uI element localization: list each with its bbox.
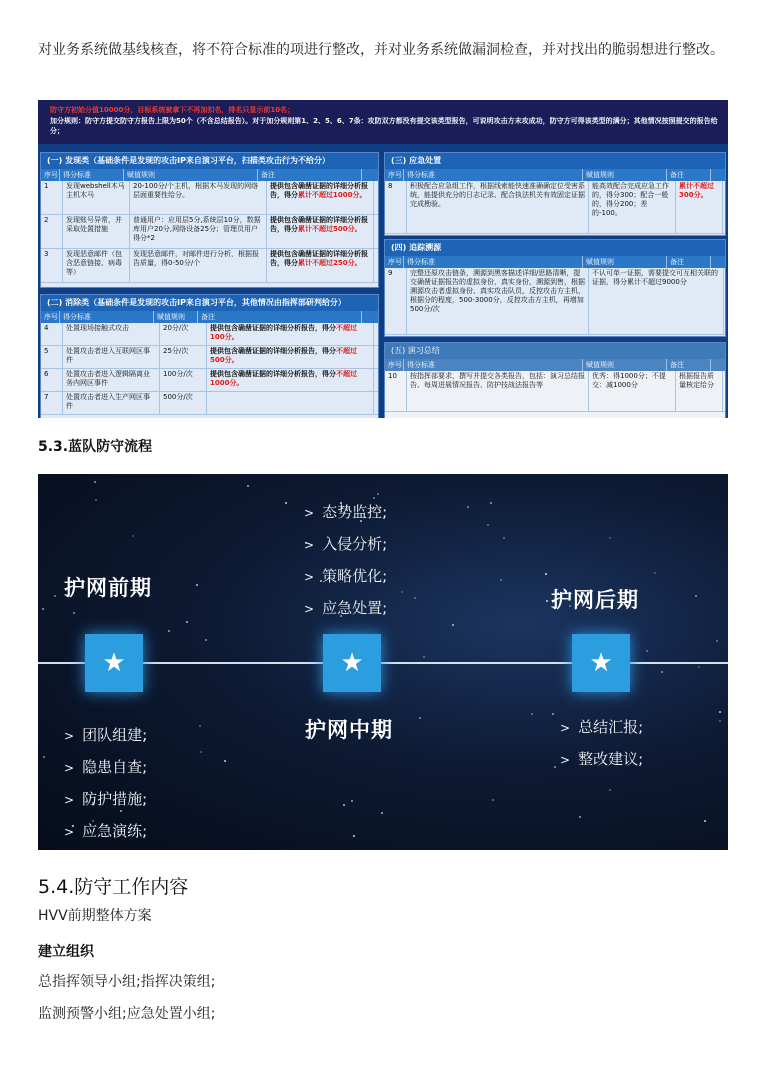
row-criteria: 发现webshell木马主机木马 (63, 181, 130, 214)
star-dot (695, 595, 697, 597)
star-dot (54, 595, 56, 597)
chevron-right-icon: > (64, 729, 75, 743)
phase-box-early (85, 634, 143, 692)
col-header: 得分标准 (60, 169, 124, 181)
star-dot (401, 591, 403, 593)
row-rule: 20分/次 (160, 323, 207, 345)
star-dot (205, 639, 207, 641)
star-dot (73, 612, 75, 614)
table-row (41, 346, 378, 369)
table-row (41, 323, 378, 346)
panel-title: (一) 发现类（基础条件是发现的攻击IP来自演习平台，扫描类攻击行为不给分） (41, 153, 378, 169)
late-phase-list (560, 712, 643, 776)
chevron-right-icon: > (304, 602, 315, 616)
panel-tracing (384, 239, 726, 337)
list-item (304, 497, 387, 529)
row-no: 5 (41, 346, 63, 368)
list-item-text: 总结汇报; (578, 718, 644, 736)
panel-columns (41, 169, 378, 181)
col-header: 备注 (258, 169, 362, 181)
phase-box-late (572, 634, 630, 692)
row-no: 1 (41, 181, 63, 214)
panel-columns (385, 169, 725, 181)
star-dot (503, 537, 505, 539)
row-criteria: 按指挥部要求，撰写并提交各类报告，包括：演习总结报告、每周进展情况报告、防护技战法报告等 (407, 371, 589, 411)
table-row (41, 369, 378, 392)
col-header: 备注 (667, 256, 711, 268)
list-item (64, 720, 147, 752)
row-note (267, 215, 374, 248)
note-red: 累计不超过250分。 (298, 259, 362, 267)
col-header: 备注 (667, 359, 711, 371)
row-criteria: 处置攻击者进入生产网区事件 (63, 392, 160, 414)
star-dot (500, 579, 502, 581)
table-row (385, 268, 725, 335)
star-dot (698, 666, 700, 668)
col-header: 序号 (385, 256, 404, 268)
list-item-text: 应急演练; (82, 822, 148, 840)
star-dot (224, 760, 226, 762)
star-dot (381, 812, 383, 814)
row-criteria: 处置现场接触式攻击 (63, 323, 160, 345)
note-text: 提供包含确凿证据的详细分析报告，得分 (270, 182, 368, 199)
star-dot (579, 816, 581, 818)
chevron-right-icon: > (304, 538, 315, 552)
panel-title: (三) 应急处置 (385, 153, 725, 169)
list-item-text: 应急处置; (322, 599, 388, 617)
star-icon: ★ (102, 648, 126, 678)
row-rule: 能高效配合完成应急工作的，得分300；配合一般的，得分200；差的-100。 (589, 181, 676, 233)
star-dot (247, 485, 249, 487)
mid-phase-list (304, 497, 387, 625)
star-dot (719, 720, 721, 722)
rule-line-1: 防守方初始分值10000分，目标系统被拿下不再加扣名，排名只显示前10名； (50, 106, 295, 114)
list-item (304, 529, 387, 561)
note-text: 提供包含确凿证据的详细分析报告，得分 (210, 370, 336, 378)
paragraph-org-2: 监测预警小组;应急处置小组; (38, 1006, 216, 1022)
row-criteria: 处置攻击者进入逻辑隔离业务内网区事件 (63, 369, 160, 391)
star-dot (419, 717, 421, 719)
row-no: 3 (41, 249, 63, 282)
row-note (207, 323, 374, 345)
row-no: 8 (385, 181, 407, 233)
phase-label-early: 护网前期 (64, 576, 152, 600)
row-rule: 100分/次 (160, 369, 207, 391)
list-item-text: 策略优化; (322, 567, 388, 585)
row-rule: 发现恶意邮件，对邮件进行分析，根据报告质量，得0-50分/个 (130, 249, 267, 282)
note-red: 不超过500分。 (210, 347, 357, 364)
star-dot (43, 756, 45, 758)
star-dot (199, 725, 201, 727)
list-item-text: 整改建议; (578, 750, 644, 768)
star-dot (186, 621, 188, 623)
list-item-text: 隐患自查; (82, 758, 148, 776)
star-dot (200, 751, 202, 753)
chevron-right-icon: > (560, 721, 571, 735)
star-dot (423, 656, 425, 658)
list-item-text: 入侵分析; (322, 535, 388, 553)
star-dot (531, 713, 533, 715)
row-no: 9 (385, 268, 407, 334)
note-red: 累计不超过500分。 (298, 225, 362, 233)
star-dot (654, 572, 656, 574)
section-heading-5-4: 5.4.防守工作内容 (38, 876, 189, 898)
panel-discovery (40, 152, 379, 288)
row-note (207, 346, 374, 368)
row-note: 根据报告质量核定给分 (676, 371, 723, 411)
note-red: 累计不超过300分。 (676, 181, 723, 233)
panel-elimination (40, 294, 379, 418)
row-rule: 不认可单一证据，需要提交可互相关联的证据，得分累计不超过9000分 (589, 268, 724, 334)
star-dot (554, 766, 556, 768)
star-dot (467, 506, 469, 508)
star-dot (452, 624, 454, 626)
row-no: 6 (41, 369, 63, 391)
star-dot (414, 597, 416, 599)
panel-title: (二) 消除类（基础条件是发现的攻击IP来自演习平台，其他情况由指挥部研判给分） (41, 295, 378, 311)
list-item (304, 593, 387, 625)
star-dot (704, 820, 706, 822)
row-note (267, 249, 374, 282)
phase-box-mid (323, 634, 381, 692)
row-no: 10 (385, 371, 407, 411)
rules-banner (38, 100, 728, 144)
row-criteria: 积极配合应急组工作，根据线索能快速准确确定位受害系统，能提供充分的日志记录、配合执法机关有效固定证据完成勘验。 (407, 181, 589, 233)
row-rule: 优秀：得1000分；不提交：减1000分 (589, 371, 676, 411)
list-item (560, 712, 643, 744)
star-dot (94, 481, 96, 483)
row-rule: 普通用户：应用层5分,系统层10分，数据库用户20分,网络设备25分；管理员用户得分*2 (130, 215, 267, 248)
col-header: 赋值规则 (583, 256, 667, 268)
list-item (64, 784, 147, 816)
phase-label-mid: 护网中期 (305, 718, 393, 742)
star-dot (196, 584, 198, 586)
rule-line-2: 加分规则：防守方提交防守方报告上限为50个（不含总结报告）。对于加分规则第1、2、5、6、7条：攻防双方都没有提交该类型报告，可说明攻击方未攻成功，防守方可得该类型的满分；其他情况按照提交的报告给分； (50, 117, 718, 135)
note-red: 不超过100分。 (210, 324, 357, 341)
row-criteria: 完整还原攻击链条，溯源到黑客描述详细/思路清晰，提交确凿证据报告的虚拟身份，真实身份，溯源到售，根据溯源攻击者虚拟身份、真实攻击队员，反控攻击方主机，根据分的程度，500-3000分，反控攻击方主机，再增加500分/次 (407, 268, 589, 334)
star-dot (552, 713, 554, 715)
star-dot (377, 493, 379, 495)
col-header: 得分标准 (404, 169, 583, 181)
star-dot (546, 600, 548, 602)
list-item (64, 816, 147, 848)
chevron-right-icon: > (64, 793, 75, 807)
star-icon: ★ (340, 648, 364, 678)
chevron-right-icon: > (64, 761, 75, 775)
star-icon: ★ (589, 648, 613, 678)
list-item (64, 752, 147, 784)
row-rule: 500分/次 (160, 392, 207, 414)
list-item-text: 防护措施; (82, 790, 148, 808)
row-criteria: 发现账号异常，并采取处置措施 (63, 215, 130, 248)
paragraph-org-1: 总指挥领导小组;指挥决策组; (38, 974, 216, 990)
col-header: 序号 (41, 311, 60, 323)
panel-title: (四) 追踪溯源 (385, 240, 725, 256)
chevron-right-icon: > (304, 506, 315, 520)
col-header: 得分标准 (404, 256, 583, 268)
star-dot (719, 711, 721, 713)
star-dot (545, 573, 547, 575)
star-dot (42, 608, 44, 610)
panel-emergency (384, 152, 726, 236)
note-text: 提供包含确凿证据的详细分析报告，得分 (270, 250, 368, 267)
chevron-right-icon: > (64, 825, 75, 839)
star-dot (661, 671, 663, 673)
panel-columns (41, 311, 378, 323)
row-rule: 25分/次 (160, 346, 207, 368)
star-dot (492, 799, 494, 801)
col-header: 得分标准 (60, 311, 154, 323)
row-no: 4 (41, 323, 63, 345)
note-text: 提供包含确凿证据的详细分析报告，得分 (210, 347, 336, 355)
star-dot (343, 804, 345, 806)
star-dot (351, 800, 353, 802)
list-item-text: 态势监控; (322, 503, 388, 521)
table-row (385, 371, 725, 412)
star-dot (132, 535, 134, 537)
star-dot (95, 499, 97, 501)
table-row (41, 392, 378, 415)
list-item (560, 744, 643, 776)
col-header: 序号 (385, 359, 404, 371)
col-header: 备注 (198, 311, 362, 323)
row-note (267, 181, 374, 214)
star-dot (609, 789, 611, 791)
table-row (385, 181, 725, 234)
note-text: 提供包含确凿证据的详细分析报告，得分 (270, 216, 368, 233)
col-header: 得分标准 (404, 359, 583, 371)
star-dot (487, 524, 489, 526)
col-header: 赋值规则 (154, 311, 198, 323)
row-criteria: 发现恶意邮件（包含恶意链接、病毒等） (63, 249, 130, 282)
col-header: 赋值规则 (583, 359, 667, 371)
intro-paragraph: 对业务系统做基线核查，将不符合标准的项进行整改，并对业务系统做漏洞检查，并对找出的脆弱想进行整改。 (38, 42, 724, 58)
row-no: 7 (41, 392, 63, 414)
note-text: 提供包含确凿证据的详细分析报告，得分 (210, 324, 336, 332)
panel-summary (384, 342, 726, 418)
star-dot (490, 502, 492, 504)
early-phase-list (64, 720, 147, 848)
col-header: 序号 (41, 169, 60, 181)
subheading-build-org: 建立组织 (38, 944, 94, 960)
note-red: 不超过1000分。 (210, 370, 357, 387)
col-header: 赋值规则 (583, 169, 667, 181)
section-heading-5-3: 5.3.蓝队防守流程 (38, 439, 153, 455)
col-header: 备注 (667, 169, 711, 181)
row-note (207, 392, 374, 414)
chevron-right-icon: > (560, 753, 571, 767)
panel-title: (五) 演习总结 (385, 343, 725, 359)
star-dot (716, 640, 718, 642)
list-item (304, 561, 387, 593)
table-row (41, 249, 378, 283)
col-header: 序号 (385, 169, 404, 181)
panel-columns (385, 359, 725, 371)
list-item-text: 团队组建; (82, 726, 148, 744)
table-row (41, 215, 378, 249)
row-no: 2 (41, 215, 63, 248)
chevron-right-icon: > (304, 570, 315, 584)
star-dot (609, 537, 611, 539)
row-criteria: 处置攻击者进入互联网区事件 (63, 346, 160, 368)
table-row (41, 181, 378, 215)
row-rule: 20-100分/个主机，根据木马发现的网络层面重要性给分。 (130, 181, 267, 214)
phase-label-late: 护网后期 (551, 588, 639, 612)
panel-columns (385, 256, 725, 268)
defense-flow-image (38, 474, 728, 850)
scoring-rules-image (38, 100, 728, 418)
paragraph-hvv-plan: HVV前期整体方案 (38, 908, 152, 924)
row-note (207, 369, 374, 391)
star-dot (285, 502, 287, 504)
star-dot (168, 630, 170, 632)
star-dot (353, 835, 355, 837)
note-red: 累计不超过1000分。 (298, 191, 367, 199)
star-dot (646, 650, 648, 652)
col-header: 赋值规则 (124, 169, 258, 181)
